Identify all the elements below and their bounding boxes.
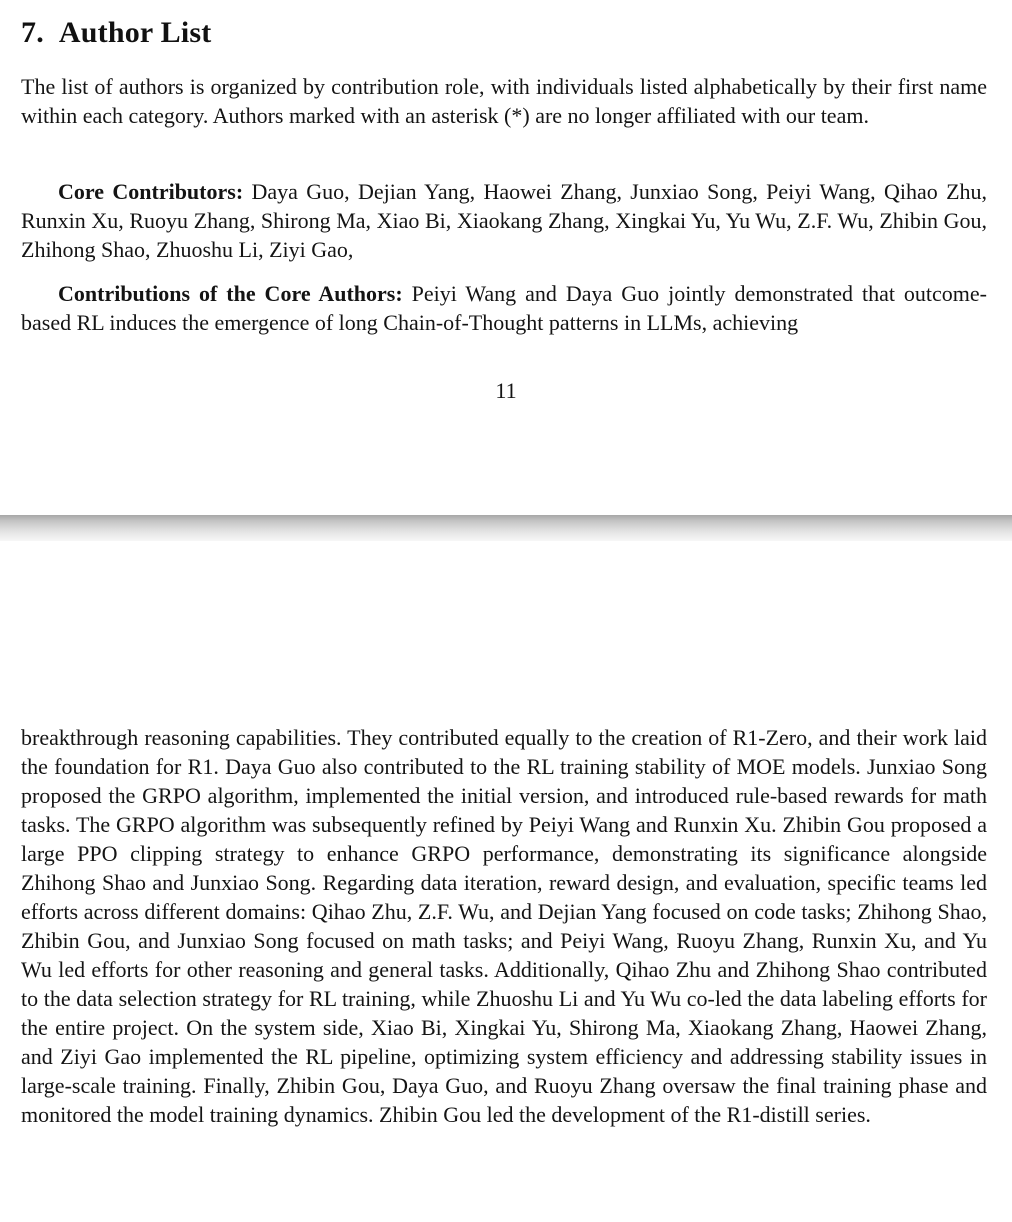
core-contributors-label: Core Contributors:	[58, 179, 244, 204]
contributions-label: Contributions of the Core Authors:	[58, 281, 403, 306]
section-heading	[21, 14, 211, 52]
page-break-divider	[0, 515, 1012, 541]
continuation-paragraph: breakthrough reasoning capabilities. They contributed equally to the creation of R1-Zero, and their work laid the foundation for R1. Daya Guo also contributed to the RL training stability of MOE models. Junxiao Song proposed the GRPO algorithm, implemented the initial version, and introduced rule-based rewards for math tasks. The GRPO algorithm was subsequently refined by Peiyi Wang and Runxin Xu. Zhibin Gou proposed a large PPO clipping strategy to enhance GRPO performance, demonstrating its significance alongside Zhihong Shao and Junxiao Song. Regarding data iteration, reward design, and evaluation, specific teams led efforts across different domains: Qihao Zhu, Z.F. Wu, and Dejian Yang focused on code tasks; Zhihong Shao, Zhibin Gou, and Junxiao Song focused on math tasks; and Peiyi Wang, Ruoyu Zhang, Runxin Xu, and Yu Wu led efforts for other reasoning and general tasks. Additionally, Qihao Zhu and Zhihong Shao contributed to the data selection strategy for RL training, while Zhuoshu Li and Yu Wu co-led the data labeling efforts for the entire project. On the system side, Xiao Bi, Xingkai Yu, Shirong Ma, Xiaokang Zhang, Haowei Zhang, and Ziyi Gao implemented the RL pipeline, optimizing system efficiency and addressing stability issues in large-scale training. Finally, Zhibin Gou, Daya Guo, and Ruoyu Zhang oversaw the final training phase and monitored the model training dynamics. Zhibin Gou led the development of the R1-distill series.	[21, 725, 987, 1127]
contributions-text: Peiyi Wang and Daya Guo jointly demonstrated that outcome-based RL induces the emergence of long Chain-of-Thought patterns in LLMs, achieving	[21, 281, 988, 335]
section-number: 7.	[21, 16, 44, 49]
core-contributors-names: Daya Guo, Dejian Yang, Haowei Zhang, Junxiao Song, Peiyi Wang, Qihao Zhu, Runxin Xu, Ruoyu Zhang, Shirong Ma, Xiao Bi, Xiaokang Zhang, Xingkai Yu, Yu Wu, Z.F. Wu, Zhibin Gou, Zhihong Shao, Zhuoshu Li, Ziyi Gao,	[21, 179, 988, 262]
section-title: Author List	[58, 16, 212, 49]
core-contributors-paragraph	[21, 177, 987, 264]
contributions-paragraph	[21, 279, 987, 337]
page-number: 11	[495, 378, 517, 403]
intro-paragraph: The list of authors is organized by contribution role, with individuals listed alphabetically by their first name within each category. Authors marked with an asterisk (*) are no longer affiliated with our team.	[21, 74, 987, 128]
